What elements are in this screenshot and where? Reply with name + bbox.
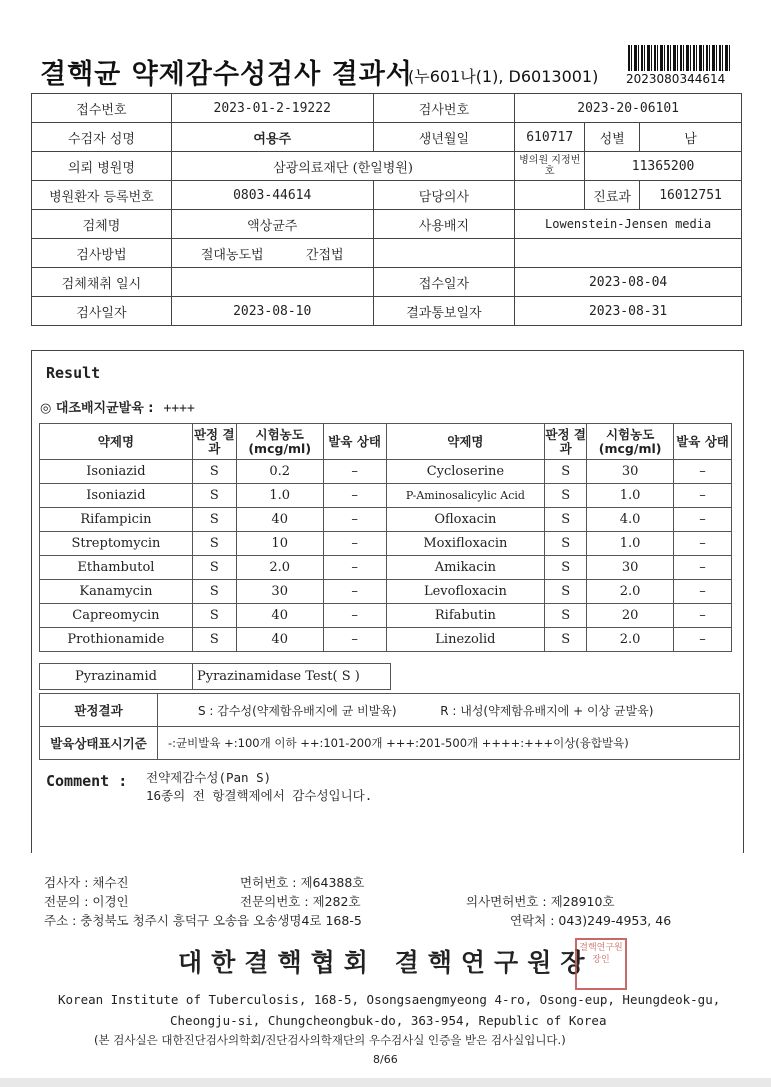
table-row <box>40 460 732 484</box>
drug-result-cell: S <box>192 532 236 556</box>
comment-line-2: 16종의 전 항결핵제에서 감수성입니다. <box>146 788 373 803</box>
patient-name: 여용주 <box>171 123 373 152</box>
pza-label: Pyrazinamid <box>40 664 193 690</box>
patient-info-table <box>31 93 742 326</box>
test-no-label: 검사번호 <box>373 94 515 123</box>
table-row <box>40 508 732 532</box>
address: 주소 : 충청북도 청주시 흥덕구 오송읍 오송생명4로 168-5 <box>44 913 362 928</box>
drug-drug-cell: Linezolid <box>386 628 545 652</box>
sex-label: 성별 <box>585 123 640 152</box>
growth-criteria-value: -:균비발육 +:100개 이하 ++:101-200개 +++:201-500개 ++++:+++이상(융합발육) <box>158 727 740 760</box>
patient-no-label: 병원환자 등록번호 <box>32 181 172 210</box>
col-growth: 발육 상태 <box>323 424 386 460</box>
hospital-code: 11365200 <box>585 152 742 181</box>
col-conc: 시험농도 (mcg/ml) <box>236 424 323 460</box>
drug-drug-cell: Capreomycin <box>40 604 193 628</box>
table-row <box>40 604 732 628</box>
drug-conc-cell: 1.0 <box>587 484 674 508</box>
document-code: (누601나(1), D6013001) <box>408 67 599 86</box>
drug-growth-cell: – <box>323 604 386 628</box>
col-drug: 약제명 <box>386 424 545 460</box>
drug-conc-cell: 40 <box>236 628 323 652</box>
pza-value: Pyrazinamidase Test( S ) <box>193 664 391 690</box>
drug-growth-cell: – <box>323 532 386 556</box>
drug-drug-cell: Ofloxacin <box>386 508 545 532</box>
drug-result-cell: S <box>192 580 236 604</box>
specialist-no: 전문의번호 : 제282호 <box>240 894 361 909</box>
drug-growth-cell: – <box>674 556 732 580</box>
drug-result-cell: S <box>545 604 587 628</box>
drug-drug-cell: P-Aminosalicylic Acid <box>386 484 545 508</box>
col-conc: 시험농도 (mcg/ml) <box>587 424 674 460</box>
drug-conc-cell: 2.0 <box>236 556 323 580</box>
drug-growth-cell: – <box>674 460 732 484</box>
receive-date-label: 접수일자 <box>373 268 515 297</box>
drug-drug-cell: Prothionamide <box>40 628 193 652</box>
drug-drug-cell: Isoniazid <box>40 484 193 508</box>
drug-growth-cell: – <box>674 628 732 652</box>
drug-result-cell: S <box>545 508 587 532</box>
drug-growth-cell: – <box>674 508 732 532</box>
drug-result-cell: S <box>192 508 236 532</box>
table-row <box>40 484 732 508</box>
drug-drug-cell: Ethambutol <box>40 556 193 580</box>
judgement-s: S : 감수성(약제함유배지에 균 비발육) <box>198 703 397 718</box>
drug-conc-cell: 10 <box>236 532 323 556</box>
drug-result-cell: S <box>545 628 587 652</box>
test-date: 2023-08-10 <box>171 297 373 326</box>
medium-label: 사용배지 <box>373 210 515 239</box>
drug-result-cell: S <box>192 484 236 508</box>
drug-conc-cell: 2.0 <box>587 580 674 604</box>
control-value: ++++ <box>163 401 195 416</box>
name-label: 수검자 성명 <box>32 123 172 152</box>
comment-label: Comment : <box>46 772 128 790</box>
control-growth <box>40 397 195 416</box>
drug-drug-cell: Moxifloxacin <box>386 532 545 556</box>
drug-conc-cell: 1.0 <box>236 484 323 508</box>
method-2: 간접법 <box>305 247 344 263</box>
drug-result-cell: S <box>545 580 587 604</box>
drug-conc-cell: 1.0 <box>587 532 674 556</box>
drug-result-cell: S <box>192 604 236 628</box>
table-row <box>40 628 732 652</box>
doctor-license: 의사면허번호 : 제28910호 <box>466 894 615 909</box>
col-result: 판정 결과 <box>545 424 587 460</box>
org-address-en-1: Korean Institute of Tuberculosis, 168-5, Osongsaengmyeong 4-ro, Osong-eup, Heungdeok-gu, <box>58 992 721 1007</box>
drug-growth-cell: – <box>323 556 386 580</box>
drug-conc-cell: 30 <box>587 460 674 484</box>
page-number: 8/66 <box>373 1053 398 1066</box>
table-row <box>40 556 732 580</box>
doctor-label: 담당의사 <box>373 181 515 210</box>
legend-table <box>39 693 740 760</box>
dept-value: 16012751 <box>640 181 742 210</box>
method-1: 절대농도법 <box>200 247 264 263</box>
growth-criteria-label: 발육상태표시기준 <box>40 727 158 760</box>
drug-growth-cell: – <box>674 532 732 556</box>
hospital-code-label: 병의원 지정번호 <box>515 152 585 181</box>
drug-conc-cell: 2.0 <box>587 628 674 652</box>
method-value <box>171 239 373 268</box>
drug-result-cell: S <box>192 556 236 580</box>
drug-growth-cell: – <box>323 628 386 652</box>
org-address-en-2: Cheongju-si, Chungcheongbuk-do, 363-954, Republic of Korea <box>170 1013 607 1028</box>
test-date-label: 검사일자 <box>32 297 172 326</box>
drug-result-cell: S <box>545 532 587 556</box>
dept-label: 진료과 <box>585 181 640 210</box>
pyrazinamide-table <box>39 663 391 690</box>
col-result: 판정 결과 <box>192 424 236 460</box>
drug-growth-cell: – <box>323 484 386 508</box>
drug-drug-cell: Rifampicin <box>40 508 193 532</box>
susceptibility-table <box>39 423 732 652</box>
drug-drug-cell: Streptomycin <box>40 532 193 556</box>
specimen-label: 검체명 <box>32 210 172 239</box>
test-no: 2023-20-06101 <box>515 94 742 123</box>
result-title: Result <box>46 364 101 382</box>
bottom-strip <box>0 1078 771 1087</box>
drug-drug-cell: Isoniazid <box>40 460 193 484</box>
drug-drug-cell: Cycloserine <box>386 460 545 484</box>
hospital-name: 삼광의료재단 (한일병원) <box>171 152 514 181</box>
drug-drug-cell: Rifabutin <box>386 604 545 628</box>
table-row <box>40 532 732 556</box>
judgement-r: R : 내성(약제함유배지에 + 이상 균발육) <box>440 703 654 718</box>
drug-conc-cell: 30 <box>587 556 674 580</box>
tester-license: 면허번호 : 제64388호 <box>240 875 365 890</box>
medium-value: Lowenstein-Jensen media <box>515 210 742 239</box>
col-drug: 약제명 <box>40 424 193 460</box>
doctor-name <box>515 181 585 210</box>
specialist: 전문의 : 이경인 <box>44 894 129 909</box>
birth-label: 생년월일 <box>373 123 515 152</box>
report-date-label: 결과통보일자 <box>373 297 515 326</box>
specimen-value: 액상균주 <box>171 210 373 239</box>
drug-growth-cell: – <box>323 508 386 532</box>
drug-drug-cell: Amikacin <box>386 556 545 580</box>
drug-conc-cell: 20 <box>587 604 674 628</box>
drug-conc-cell: 0.2 <box>236 460 323 484</box>
drug-result-cell: S <box>192 460 236 484</box>
judgement-value <box>158 694 740 727</box>
drug-conc-cell: 40 <box>236 508 323 532</box>
method-label: 검사방법 <box>32 239 172 268</box>
drug-drug-cell: Kanamycin <box>40 580 193 604</box>
comment-line-1: 전약제감수성(Pan S) <box>146 770 272 785</box>
organization-name: 대한결핵협회 결핵연구원장 <box>178 948 594 977</box>
drug-result-cell: S <box>192 628 236 652</box>
control-label: ◎ 대조배지균발육 : <box>40 401 154 416</box>
collect-date-label: 검체채취 일시 <box>32 268 172 297</box>
sex-value: 남 <box>640 123 742 152</box>
table-row <box>40 580 732 604</box>
drug-result-cell: S <box>545 556 587 580</box>
drug-drug-cell: Levofloxacin <box>386 580 545 604</box>
drug-conc-cell: 40 <box>236 604 323 628</box>
drug-growth-cell: – <box>323 460 386 484</box>
judgement-label: 판정결과 <box>40 694 158 727</box>
empty-cell <box>515 239 742 268</box>
drug-result-cell: S <box>545 460 587 484</box>
receipt-no-label: 접수번호 <box>32 94 172 123</box>
collect-date <box>171 268 373 297</box>
empty-cell <box>373 239 515 268</box>
report-date: 2023-08-31 <box>515 297 742 326</box>
receipt-no: 2023-01-2-19222 <box>171 94 373 123</box>
barcode-number: 2023080344614 <box>626 72 726 86</box>
drug-conc-cell: 30 <box>236 580 323 604</box>
receive-date: 2023-08-04 <box>515 268 742 297</box>
drug-growth-cell: – <box>674 604 732 628</box>
official-seal: 결핵연구원장인 <box>575 938 627 990</box>
patient-no: 0803-44614 <box>171 181 373 210</box>
col-growth: 발육 상태 <box>674 424 732 460</box>
certification-notice: (본 검사실은 대한진단검사의학회/진단검사의학재단의 우수검사실 인증을 받은 검사실입니다.) <box>94 1033 566 1047</box>
contact: 연락처 : 043)249-4953, 46 <box>510 913 672 928</box>
drug-growth-cell: – <box>323 580 386 604</box>
drug-conc-cell: 4.0 <box>587 508 674 532</box>
tester: 검사자 : 채수진 <box>44 875 129 890</box>
document-title: 결핵균 약제감수성검사 결과서 <box>40 59 413 90</box>
drug-growth-cell: – <box>674 484 732 508</box>
drug-result-cell: S <box>545 484 587 508</box>
hospital-label: 의뢰 병원명 <box>32 152 172 181</box>
birth-date: 610717 <box>515 123 585 152</box>
drug-growth-cell: – <box>674 580 732 604</box>
barcode-image <box>628 45 732 71</box>
